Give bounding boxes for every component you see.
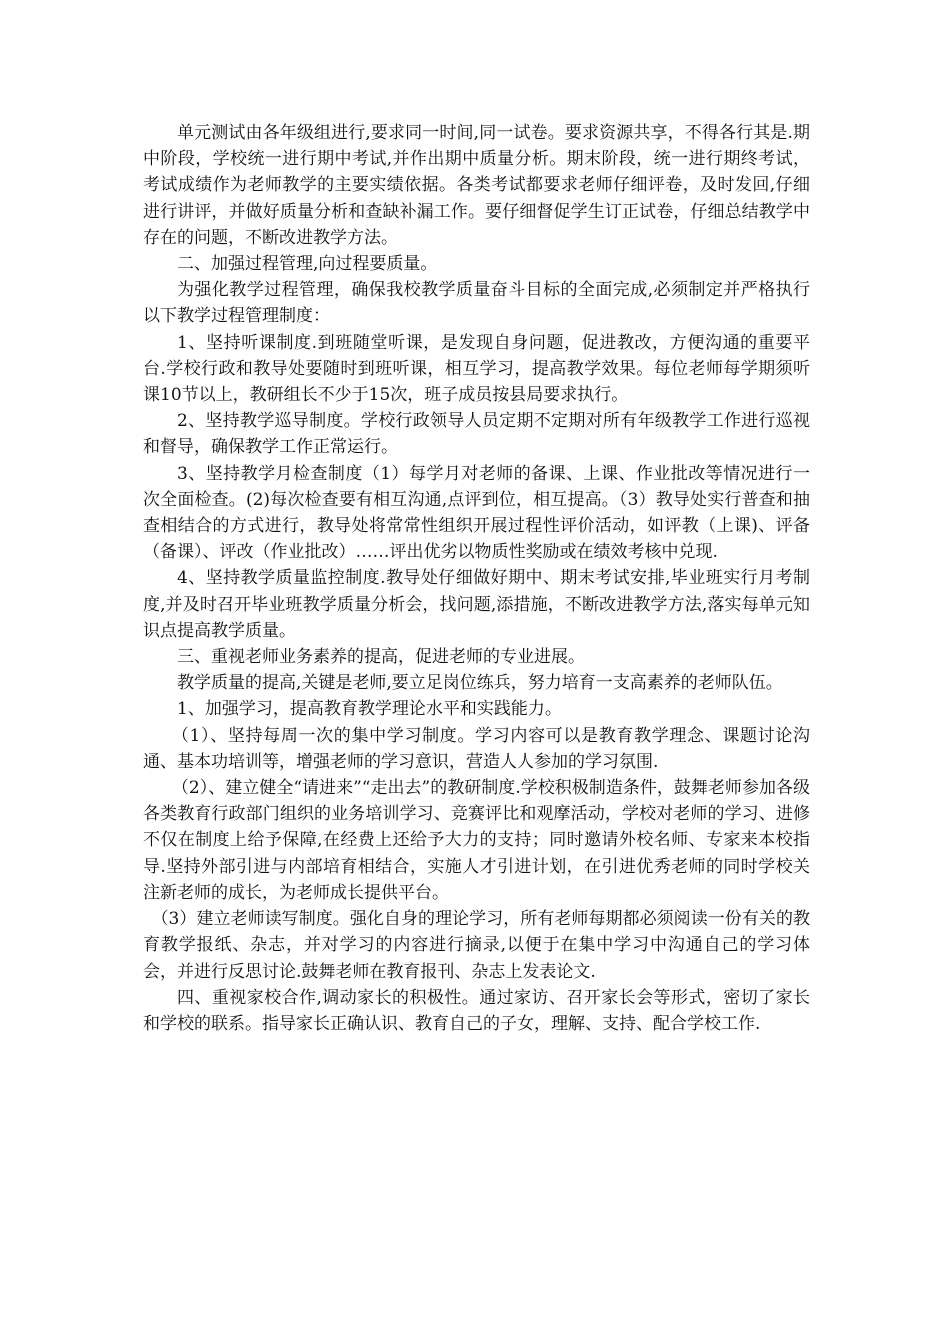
paragraph-strengthen-learning: 1、加强学习，提高教育教学理论水平和实践能力。 <box>177 699 562 720</box>
paragraph-research-system: （2）、建立健全“请进来”“走出去”的教研制度.学校积极制造条件，鼓舞老师参加各级各类教育行政部门组织的业务培训学习、竞赛评比和观摩活动，学校对老师的学习、进修不仅在制度上给予保障,在经费上还给予大力的支持；同时邀请外校名师、专家来本校指导.坚持外部引进与内部培育相结合，实施人才引进计划，在引进优秀老师的同时学校关注新老师的成长，为老师成长提供平台。 <box>143 778 810 903</box>
heading-process-management: 二、加强过程管理,向过程要质量。 <box>177 254 438 275</box>
document-body <box>143 120 810 1037</box>
paragraph-reading-system: （3）建立老师读写制度。强化自身的理论学习，所有老师每期都必须阅读一份有关的教育教学报纸、杂志，并对学习的内容进行摘录,以便于在集中学习中沟通自己的学习体会，并进行反思讨论.鼓舞老师在教育报刊、杂志上发表论文. <box>143 909 810 982</box>
paragraph-unit-tests: 单元测试由各年级组进行,要求同一时间,同一试卷。要求资源共享，不得各行其是.期中阶段，学校统一进行期中考试,并作出期中质量分析。期末阶段，统一进行期终考试，考试成绩作为老师教学的主要实绩依据。各类考试都要求老师仔细评卷，及时发回,仔细进行讲评，并做好质量分析和查缺补漏工作。要仔细督促学生订正试卷，仔细总结教学中存在的问题，不断改进教学方法。 <box>143 123 810 248</box>
paragraph-monthly-check: 3、坚持教学月检查制度（1）每学月对老师的备课、上课、作业批改等情况进行一次全面检查。(2)每次检查要有相互沟通,点评到位，相互提高。（3）教导处实行普查和抽查相结合的方式进行，教导处将常常性组织开展过程性评价活动，如评教（上课)、评备（备课）、评改（作业批改）……评出优劣以物质性奖励或在绩效考核中兑现. <box>143 463 810 563</box>
paragraph-process-intro: 为强化教学过程管理，确保我校教学质量奋斗目标的全面完成,必须制定并严格执行以下教学过程管理制度： <box>143 280 810 327</box>
paragraph-weekly-study: （1）、坚持每周一次的集中学习制度。学习内容可以是教育教学理念、课题讨论沟通、基本功培训等，增强老师的学习意识，营造人人参加的学习氛围. <box>143 725 810 772</box>
paragraph-inspection-system: 2、坚持教学巡导制度。学校行政领导人员定期不定期对所有年级教学工作进行巡视和督导，确保教学工作正常运行。 <box>143 411 810 458</box>
paragraph-quality-monitoring: 4、坚持教学质量监控制度.教导处仔细做好期中、期末考试安排,毕业班实行月考制度,并及时召开毕业班教学质量分析会，找问题,添措施，不断改进教学方法,落实每单元知识点提高教学质量。 <box>143 568 810 641</box>
paragraph-listening-system: 1、坚持听课制度.到班随堂听课，是发现自身问题，促进教改，方便沟通的重要平台.学校行政和教导处要随时到班听课，相互学习，提高教学效果。每位老师每学期须听课10节以上，教研组长不少于15次，班子成员按县局要求执行。 <box>143 332 810 406</box>
paragraph-home-school: 四、重视家校合作,调动家长的积极性。通过家访、召开家长会等形式，密切了家长和学校的联系。指导家长正确认识、教育自己的子女，理解、支持、配合学校工作. <box>143 987 810 1034</box>
heading-teacher-development: 三、重视老师业务素养的提高，促进老师的专业进展。 <box>177 647 585 668</box>
paragraph-teacher-quality: 教学质量的提高,关键是老师,要立足岗位练兵，努力培育一支高素养的老师队伍。 <box>177 673 783 694</box>
